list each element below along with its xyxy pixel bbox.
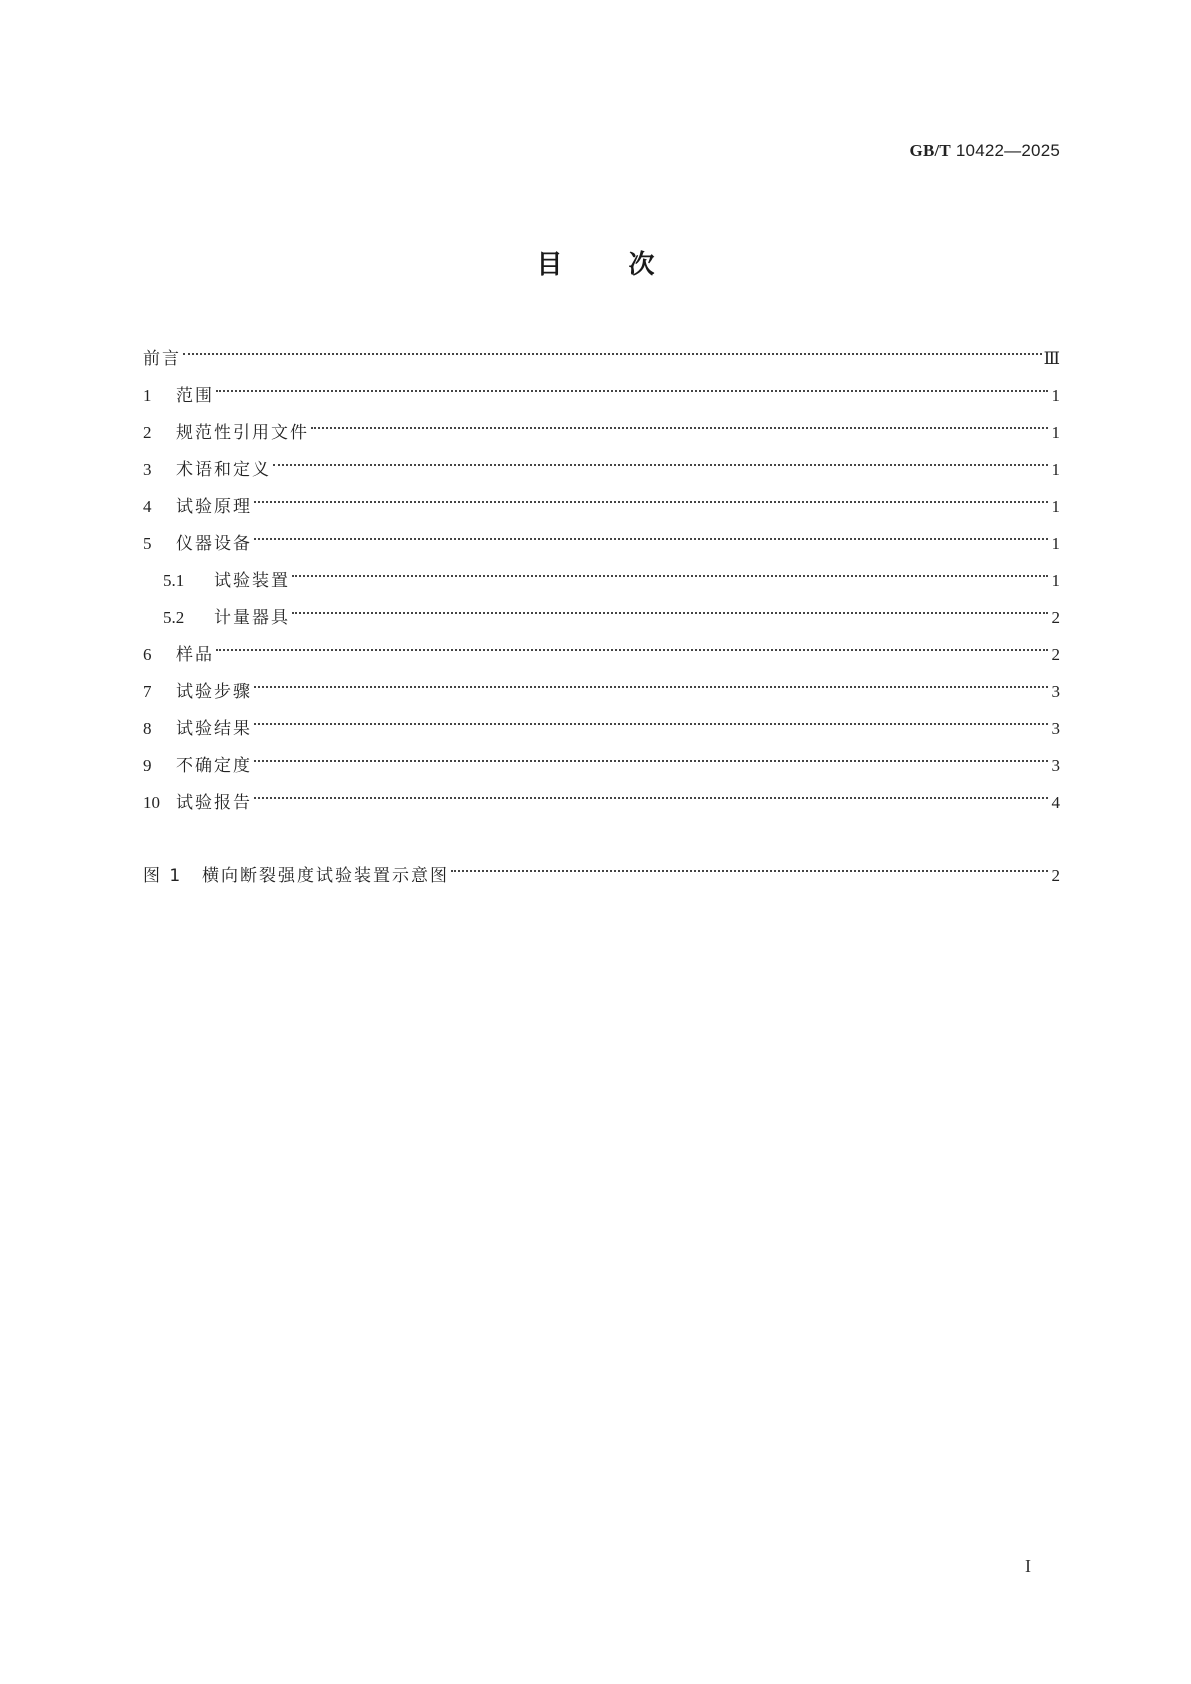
toc-page-number: 3	[1051, 682, 1060, 701]
toc-label: 试验装置	[214, 571, 290, 591]
toc-entry-2[interactable]	[143, 414, 1060, 451]
page-title: 目次	[536, 250, 721, 280]
dot-leader	[254, 686, 1048, 688]
toc-label: 计量器具	[214, 608, 290, 628]
toc-number: 4	[143, 497, 152, 516]
toc-entry-1[interactable]	[143, 377, 1060, 414]
toc-entry-6[interactable]	[143, 636, 1060, 673]
toc-number: 5.1	[163, 571, 185, 590]
toc-label: 试验报告	[176, 793, 252, 813]
dot-leader	[216, 390, 1048, 392]
page-number: I	[1025, 1556, 1031, 1576]
toc-page-number: 1	[1051, 423, 1060, 442]
standard-code	[910, 141, 1060, 161]
toc-page-number: Ⅲ	[1043, 349, 1060, 368]
toc-number: 3	[143, 460, 152, 479]
dot-leader	[451, 870, 1048, 872]
toc-label: 术语和定义	[176, 460, 271, 480]
toc-entry-8[interactable]	[143, 710, 1060, 747]
dot-leader	[216, 649, 1048, 651]
toc-entry-10[interactable]	[143, 784, 1060, 821]
toc-number: 8	[143, 719, 152, 738]
toc-page-number: 1	[1051, 571, 1060, 590]
toc-label: 试验结果	[176, 719, 252, 739]
toc-entry-figure-1[interactable]	[143, 857, 1060, 894]
dot-leader	[254, 501, 1048, 503]
toc-label: 范围	[176, 386, 214, 406]
toc-page-number: 1	[1051, 497, 1060, 516]
toc-label: 试验原理	[176, 497, 252, 517]
toc-page-number: 4	[1051, 793, 1060, 812]
toc-entry-7[interactable]	[143, 673, 1060, 710]
toc-page-number: 2	[1051, 866, 1060, 885]
toc-number: 1	[143, 386, 152, 405]
toc-page-number: 3	[1051, 756, 1060, 775]
toc-entry-foreword[interactable]	[143, 340, 1060, 377]
figure-number: 图 1	[143, 866, 183, 886]
toc-number: 2	[143, 423, 152, 442]
dot-leader	[273, 464, 1048, 466]
toc-number: 10	[143, 793, 160, 812]
toc-label: 样品	[176, 645, 214, 665]
toc-number: 9	[143, 756, 152, 775]
figure-label: 横向断裂强度试验装置示意图	[202, 866, 449, 886]
toc-entry-5-1[interactable]	[143, 562, 1060, 599]
toc-label: 不确定度	[176, 756, 252, 776]
toc-number: 5.2	[163, 608, 185, 627]
toc-label: 前言	[143, 349, 181, 369]
toc-page-number: 1	[1051, 534, 1060, 553]
dot-leader	[254, 797, 1048, 799]
table-of-contents	[143, 340, 1060, 894]
dot-leader	[292, 575, 1048, 577]
toc-page-number: 1	[1051, 460, 1060, 479]
toc-label: 规范性引用文件	[176, 423, 309, 443]
toc-entry-4[interactable]	[143, 488, 1060, 525]
dot-leader	[254, 538, 1048, 540]
toc-page-number: 2	[1051, 608, 1060, 627]
standard-number: 10422—2025	[955, 141, 1060, 160]
toc-page-number: 3	[1051, 719, 1060, 738]
toc-number: 7	[143, 682, 152, 701]
dot-leader	[183, 353, 1042, 355]
toc-number: 6	[143, 645, 152, 664]
dot-leader	[292, 612, 1048, 614]
toc-number: 5	[143, 534, 152, 553]
standard-prefix: GB/T	[909, 141, 951, 160]
toc-entry-5[interactable]	[143, 525, 1060, 562]
toc-label: 试验步骤	[176, 682, 252, 702]
dot-leader	[254, 760, 1048, 762]
toc-entry-3[interactable]	[143, 451, 1060, 488]
toc-label: 仪器设备	[176, 534, 252, 554]
dot-leader	[254, 723, 1048, 725]
toc-entry-5-2[interactable]	[143, 599, 1060, 636]
dot-leader	[311, 427, 1048, 429]
toc-page-number: 1	[1051, 386, 1060, 405]
toc-page-number: 2	[1051, 645, 1060, 664]
toc-entry-9[interactable]	[143, 747, 1060, 784]
